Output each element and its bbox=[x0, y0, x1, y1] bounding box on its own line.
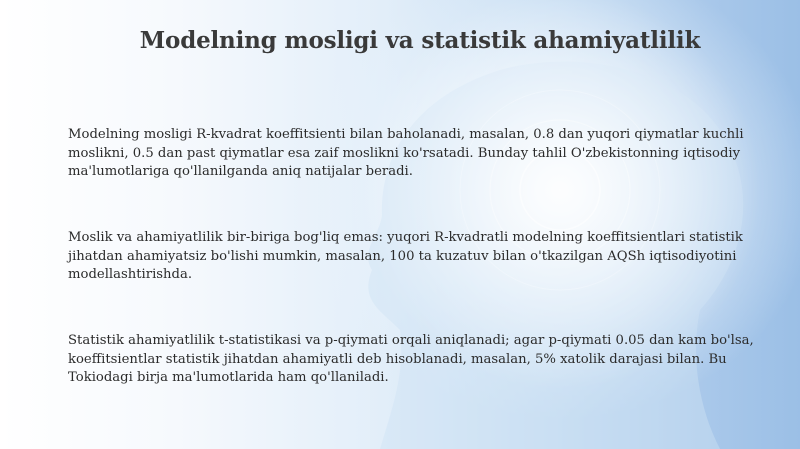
paragraph-statistical-significance: Statistik ahamiyatlilik t-statistikasi va p-qiymati orqali aniqlanadi; agar p-qiymati 0.05 dan kam bo'lsa, koeffitsientlar statistik jihatdan ahamiyatli deb hisoblanadi, masalan, 5% xatolik darajasi bilan. Bu Tokiodagi birja ma'lumotlarida ham qo'llaniladi. bbox=[68, 333, 754, 385]
paragraph-fit-vs-significance: Moslik va ahamiyatlilik bir-biriga bog'liq emas: yuqori R-kvadratli modelning koeffitsientlari statistik jihatdan ahamiyatsiz bo'lishi mumkin, masalan, 100 ta kuzatuv bilan o'tkazilgan AQSh iqtisodiyotini modellashtirishda. bbox=[68, 230, 743, 282]
slide-title: Modelning mosligi va statistik ahamiyatlilik bbox=[139, 27, 701, 54]
paragraph-model-fit: Modelning mosligi R-kvadrat koeffitsienti bilan baholanadi, masalan, 0.8 dan yuqori qiymatlar kuchli moslikni, 0.5 dan past qiymatlar esa zaif moslikni ko'rsatadi. Bunday tahlil O'zbekistonning iqtisodiy ma'lumotlariga qo'llanilganda aniq natijalar beradi. bbox=[68, 127, 744, 179]
